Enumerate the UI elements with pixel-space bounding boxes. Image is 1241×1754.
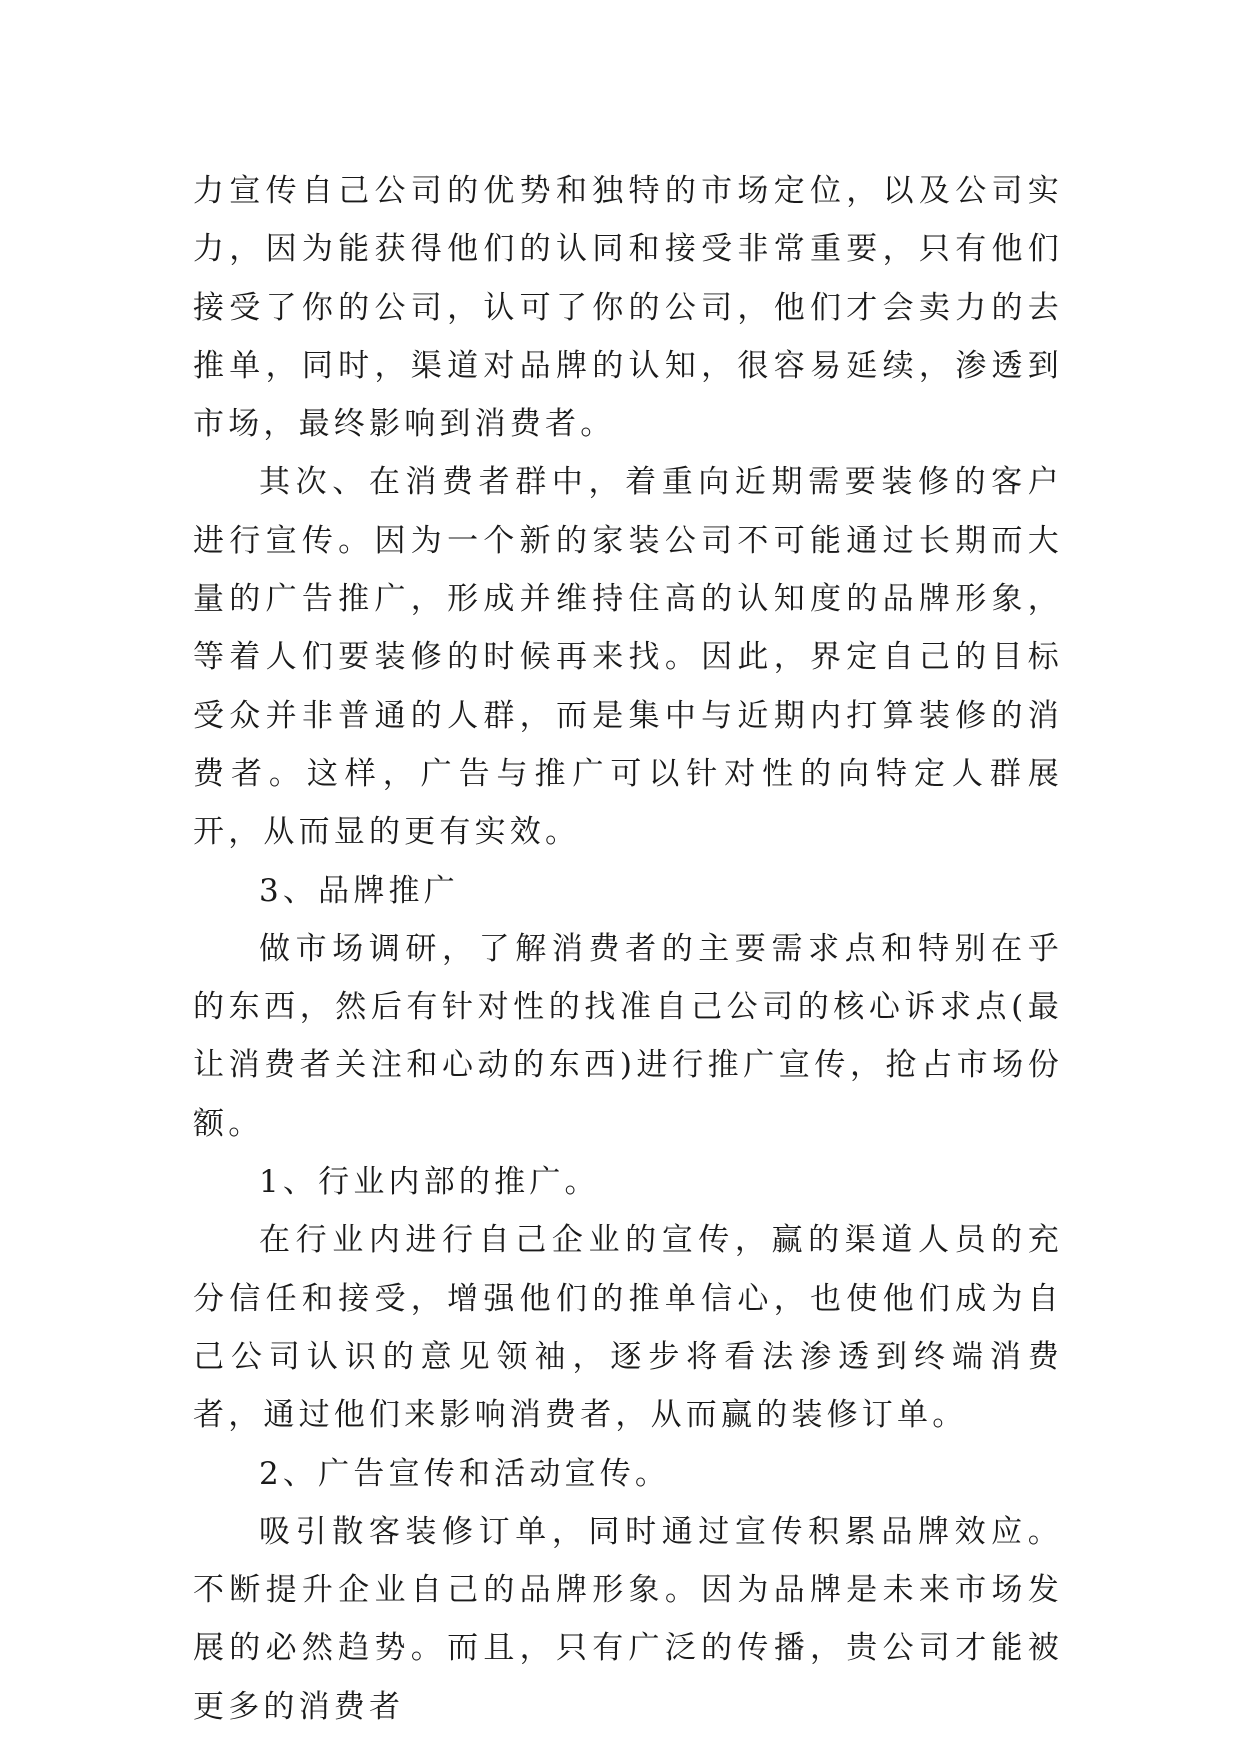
subheading-advertising: 2、广告宣传和活动宣传。 [259,1455,671,1492]
subheading-industry-promotion: 1、行业内部的推广。 [259,1164,600,1201]
paragraph-consumer-targeting: 其次、在消费者群中，着重向近期需要装修的客户进行宣传。因为一个新的家装公司不可能通过长期而大量的广告推广，形成并维持住高的认知度的品牌形象，等着人们要装修的时候再来找。因此，界定自己的目标受众并非普通的人群，而是集中与近期内打算装修的消费者。这样，广告与推广可以针对性的向特定人群展开，从而显的更有实效。 [193,464,1063,851]
paragraph-continued: 力宣传自己公司的优势和独特的市场定位，以及公司实力，因为能获得他们的认同和接受非常重要，只有他们接受了你的公司，认可了你的公司，他们才会卖力的去推单，同时，渠道对品牌的认知，很容易延续，渗透到市场，最终影响到消费者。 [193,173,1063,443]
paragraph-advertising: 吸引散客装修订单，同时通过宣传积累品牌效应。不断提升企业自己的品牌形象。因为品牌是未来市场发展的必然趋势。而且，只有广泛的传播，贵公司才能被更多的消费者 [193,1513,1063,1725]
section-heading-brand-promotion: 3、品牌推广 [259,872,459,909]
paragraph-industry-promotion: 在行业内进行自己企业的宣传，赢的渠道人员的充分信任和接受，增强他们的推单信心，也使他们成为自己公司认识的意见领袖，逐步将看法渗透到终端消费者，通过他们来影响消费者，从而赢的装修订单。 [193,1222,1063,1434]
document-body [193,162,1063,1736]
paragraph-market-research: 做市场调研，了解消费者的主要需求点和特别在乎的东西，然后有针对性的找准自己公司的核心诉求点(最让消费者关注和心动的东西)进行推广宣传，抢占市场份额。 [193,930,1063,1142]
